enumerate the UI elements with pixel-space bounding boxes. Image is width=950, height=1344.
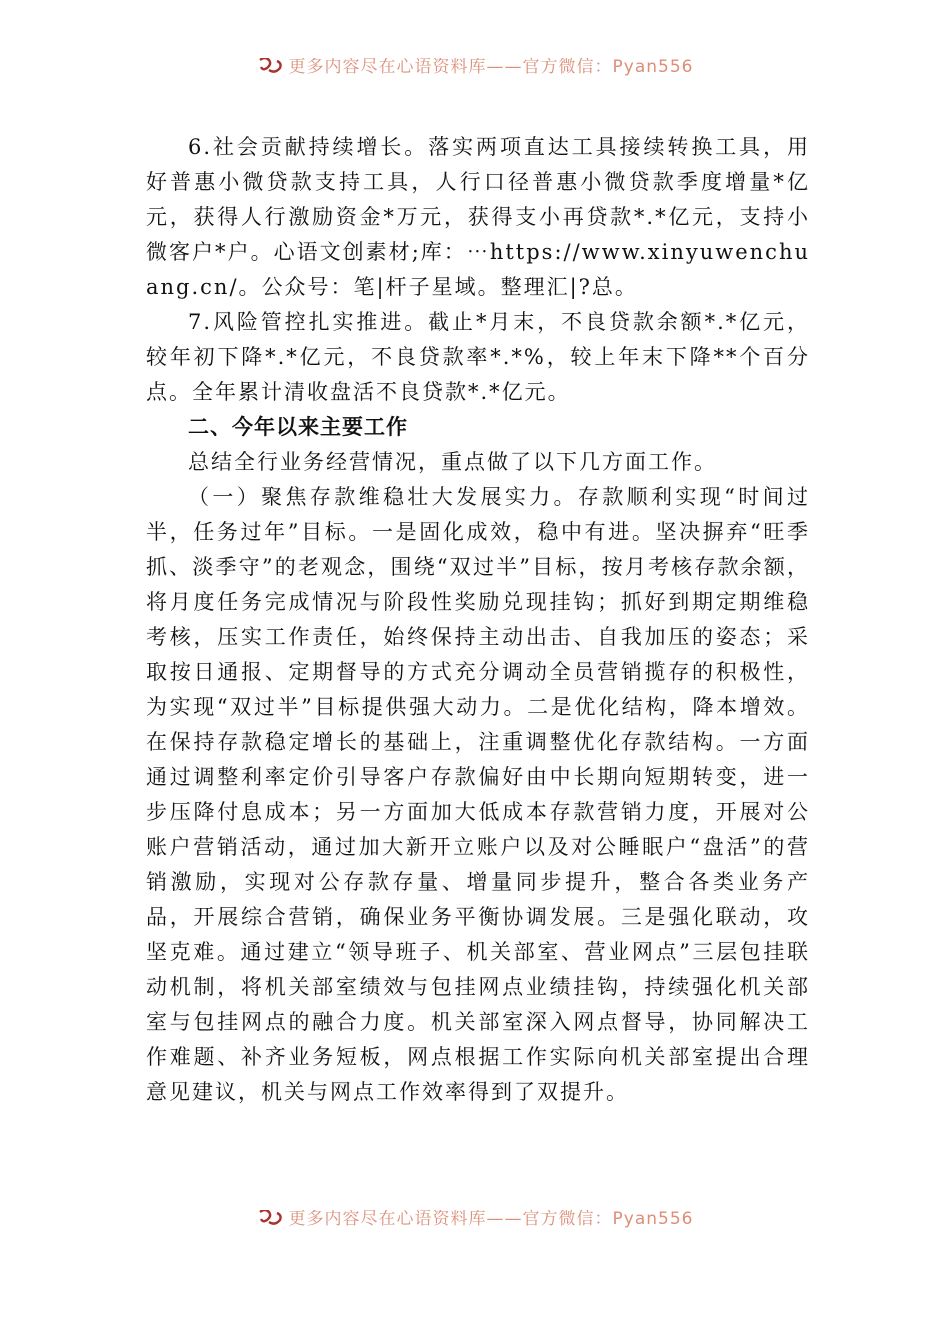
logo-icon <box>257 1210 283 1228</box>
paragraph-social-contribution: 6.社会贡献持续增长。落实两项直达工具接续转换工具，用好普惠小微贷款支持工具，人行口径普惠小微贷款季度增量*亿元，获得人行激励资金*万元，获得支小再贷款*.*亿元，支持小微客户*户。心语文创素材;库：⋯https://www.xinyuwenchuang.cn/。公众号：笔|杆子星域。整理汇|?总。 <box>146 135 810 299</box>
document-body <box>146 130 810 1110</box>
paragraph-deposit-work: （一）聚焦存款维稳壮大发展实力。存款顺利实现“时间过半，任务过年”目标。一是固化成效，稳中有进。坚决摒弃“旺季抓、淡季守”的老观念，围绕“双过半”目标，按月考核存款余额，将月度任务完成情况与阶段性奖励兑现挂钩；抓好到期定期维稳考核，压实工作责任，始终保持主动出击、自我加压的姿态；采取按日通报、定期督导的方式充分调动全员营销揽存的积极性，为实现“双过半”目标提供强大动力。二是优化结构，降本增效。在保持存款稳定增长的基础上，注重调整优化存款结构。一方面通过调整利率定价引导客户存款偏好由中长期向短期转变，进一步压降付息成本；另一方面加大低成本存款营销力度，开展对公账户营销活动，通过加大新开立账户以及对公睡眠户“盘活”的营销激励，实现对公存款存量、增量同步提升，整合各类业务产品，开展综合营销，确保业务平衡协调发展。三是强化联动，攻坚克难。通过建立“领导班子、机关部室、营业网点”三层包挂联动机制，将机关部室绩效与包挂网点业绩挂钩，持续强化机关部室与包挂网点的融合力度。机关部室深入网点督导，协同解决工作难题、补齐业务短板，网点根据工作实际向机关部室提出合理意见建议，机关与网点工作效率得到了双提升。 <box>146 485 810 1104</box>
logo-icon <box>257 58 283 76</box>
section-heading: 二、今年以来主要工作 <box>188 415 408 439</box>
paragraph-summary: 总结全行业务经营情况，重点做了以下几方面工作。 <box>188 450 717 474</box>
paragraph-risk-control: 7.风险管控扎实推进。截止*月末，不良贷款余额*.*亿元，较年初下降*.*亿元，不良贷款率*.*%，较上年末下降**个百分点。全年累计清收盘活不良贷款*.*亿元。 <box>146 310 810 404</box>
watermark-header <box>0 58 950 80</box>
watermark-footer <box>0 1210 950 1232</box>
watermark-text: 更多内容尽在心语资料库——官方微信：Pyan556 <box>288 1210 694 1229</box>
watermark-text: 更多内容尽在心语资料库——官方微信：Pyan556 <box>288 58 694 77</box>
